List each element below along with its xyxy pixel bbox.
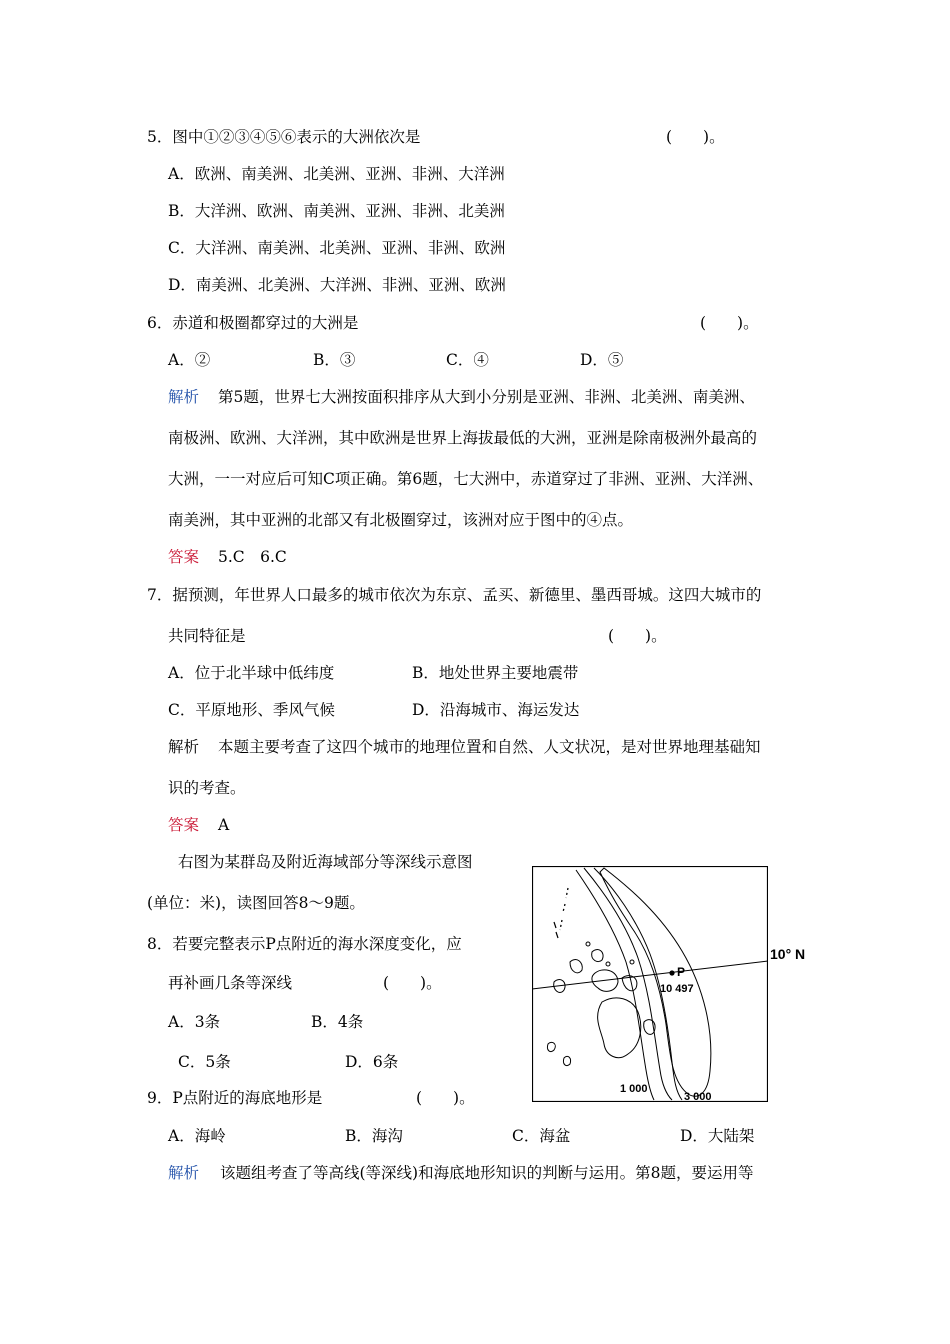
isobath-map-figure (532, 866, 768, 1102)
q7-option-b: B．地处世界主要地震带 (412, 664, 579, 682)
q9-answer-paren: ( )。 (416, 1089, 475, 1107)
contour-1000 (576, 870, 654, 1100)
q9-stem: 9．P点附近的海底地形是 (147, 1089, 323, 1107)
analysis-label: 解析 (168, 1164, 200, 1182)
map-frame (533, 867, 768, 1102)
q7-answer-paren: ( )。 (608, 627, 667, 645)
q5-option-d: D．南美洲、北美洲、大洋洲、非洲、亚洲、欧洲 (168, 276, 506, 294)
q5-option-c: C．大洋洲、南美洲、北美洲、亚洲、非洲、欧洲 (168, 239, 506, 257)
q5-stem: 5．图中①②③④⑤⑥表示的大洲依次是 (147, 128, 421, 146)
q8-option-b: B．4条 (311, 1013, 364, 1031)
q7-option-d: D．沿海城市、海运发达 (412, 701, 580, 719)
q6-option-b: B．③ (313, 351, 356, 369)
q6-answer-paren: ( )。 (700, 314, 759, 332)
q9-option-d: D．大陆架 (680, 1127, 755, 1145)
analysis-text-line: 本题主要考查了这四个城市的地理位置和自然、人文状况，是对世界地理基础知 (218, 738, 761, 756)
q6-option-d: D．⑤ (580, 351, 624, 369)
latitude-line (532, 961, 768, 989)
contour-3000 (600, 868, 711, 1096)
island (598, 998, 641, 1058)
q8-stem-line1: 8．若要完整表示P点附近的海水深度变化，应 (147, 935, 462, 953)
q7-stem-line2: 共同特征是 (168, 627, 246, 645)
q8-option-a: A．3条 (168, 1013, 221, 1031)
point-p-marker (669, 970, 674, 975)
q6-stem: 6．赤道和极圈都穿过的大洲是 (147, 314, 359, 332)
latitude-label: 10° N (770, 946, 806, 962)
contour-label-3000: 3 000 (684, 1091, 712, 1102)
island (570, 960, 582, 973)
answer-text: A (218, 816, 230, 834)
analysis-label: 解析 (168, 738, 200, 756)
analysis-text-line: 南极洲、欧洲、大洋洲，其中欧洲是世界上海拔最低的大洲，亚洲是除南极洲外最高的 (168, 429, 758, 447)
depth-label: 10 497 (660, 983, 694, 995)
analysis-text-line: 该题组考查了等高线(等深线)和海底地形知识的判断与运用。第8题，要运用等 (220, 1164, 754, 1182)
q7-stem-line1: 7．据预测，年世界人口最多的城市依次为东京、孟买、新德里、墨西哥城。这四大城市的 (147, 586, 762, 604)
q8-option-c: C．5条 (178, 1053, 231, 1071)
island-chain (560, 888, 568, 930)
answer-label: 答案 (168, 816, 200, 834)
figure-intro-line2: (单位：米)，读图回答8～9题。 (147, 894, 365, 912)
q9-option-a: A．海岭 (168, 1127, 226, 1145)
q5-option-b: B．大洋洲、欧洲、南美洲、亚洲、非洲、北美洲 (168, 202, 505, 220)
q7-option-a: A．位于北半球中低纬度 (168, 664, 335, 682)
answer-text: 5.C 6.C (218, 548, 287, 566)
q5-answer-paren: ( )。 (666, 128, 725, 146)
q8-answer-paren: ( )。 (383, 974, 442, 992)
contour-label-1000: 1 000 (620, 1083, 648, 1095)
figure-intro-line1: 右图为某群岛及附近海域部分等深线示意图 (178, 853, 473, 871)
island-chain (554, 922, 558, 938)
analysis-text-line: 大洲，一一对应后可知C项正确。第6题，七大洲中，赤道穿过了非洲、亚洲、大洋洲、 (168, 470, 764, 488)
answer-label: 答案 (168, 548, 200, 566)
island (606, 962, 610, 966)
q5-option-a: A．欧洲、南美洲、北美洲、亚洲、非洲、大洋洲 (168, 165, 505, 183)
island (630, 960, 634, 964)
analysis-label: 解析 (168, 388, 200, 406)
q8-stem-line2: 再补画几条等深线 (168, 974, 293, 992)
island (563, 1056, 570, 1065)
island (592, 950, 603, 962)
q7-option-c: C．平原地形、季风气候 (168, 701, 335, 719)
analysis-text-line: 识的考查。 (168, 779, 246, 797)
q9-option-b: B．海沟 (345, 1127, 403, 1145)
point-p-label: P (677, 965, 686, 979)
q6-option-a: A．② (168, 351, 211, 369)
island (547, 1042, 555, 1051)
island (586, 942, 590, 946)
q6-option-c: C．④ (446, 351, 489, 369)
q8-option-d: D．6条 (345, 1053, 399, 1071)
analysis-text-line: 南美洲，其中亚洲的北部又有北极圈穿过，该洲对应于图中的④点。 (168, 511, 634, 529)
q9-option-c: C．海盆 (512, 1127, 571, 1145)
analysis-text-line: 第5题，世界七大洲按面积排序从大到小分别是亚洲、非洲、北美洲、南美洲、 (218, 388, 755, 406)
